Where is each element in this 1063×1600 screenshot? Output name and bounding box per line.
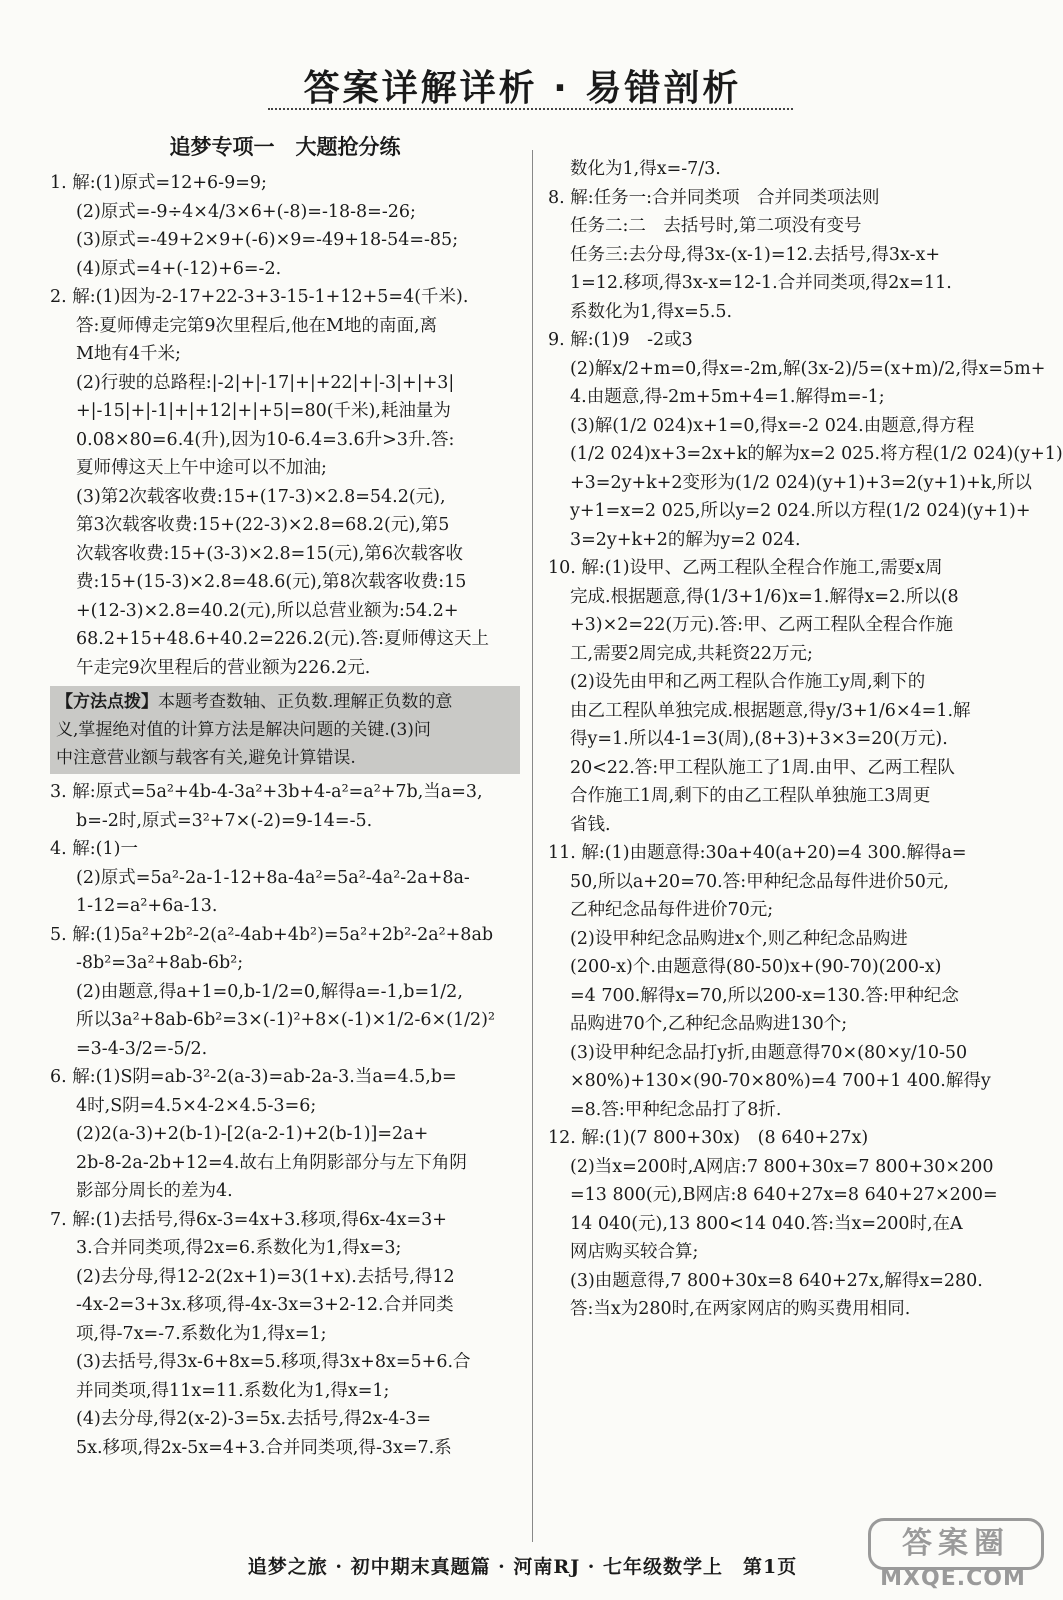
answer-line: (1/2 024)x+3=2x+k的解为x=2 025.将方程(1/2 024)(y+1) — [570, 444, 1063, 464]
answer-line: 20<22.答:甲工程队施工了1周.由甲、乙两工程队 — [570, 757, 955, 778]
answer-line: 影部分周长的差为4. — [76, 1181, 233, 1201]
answer-line: 所以3a²+8ab-6b²=3×(-1)²+8×(-1)×1/2-6×(1/2)² — [76, 1010, 495, 1030]
answer-line: +3=2y+k+2变形为(1/2 024)(y+1)+3=2(y+1)+k,所以 — [570, 472, 1032, 493]
answer-line: (2)2(a-3)+2(b-1)-[2(a-2-1)+2(b-1)]=2a+ — [76, 1124, 429, 1144]
answer-line: 次载客收费:15+(3-3)×2.8=15(元),第6次载客收 — [76, 543, 463, 564]
title-dotted-rule — [268, 108, 793, 110]
answer-line: 品购进70个,乙种纪念品购进130个; — [570, 1014, 848, 1034]
answer-line: 网店购买较合算; — [570, 1242, 699, 1262]
section-title: 追梦专项一 大题抢分练 — [169, 135, 401, 159]
answer-line: 4. 解:(1)一 — [50, 839, 138, 859]
answer-line: b=-2时,原式=3²+7×(-2)=9-14=-5. — [76, 810, 373, 831]
answer-line: 得y=1.所以4-1=3(周),(8+3)+3×3=20(万元). — [570, 729, 948, 749]
answer-line: 费:15+(15-3)×2.8=48.6(元),第8次载客收费:15 — [76, 572, 467, 592]
answer-line: 11. 解:(1)由题意得:30a+40(a+20)=4 300.解得a= — [548, 843, 967, 863]
answer-line: 答:夏师傅走完第9次里程后,他在M地的南面,离 — [76, 315, 438, 336]
answer-line: 8. 解:任务一:合并同类项 合并同类项法则 — [548, 187, 880, 208]
answer-line: (2)去分母,得12-2(2x+1)=3(1+x).去括号,得12 — [76, 1266, 455, 1287]
answer-line: 6. 解:(1)S阴=ab-3²-2(a-3)=ab-2a-3.当a=4.5,b= — [50, 1067, 457, 1087]
tip-line: 本题考查数轴、正负数.理解正负数的意 — [158, 692, 453, 712]
answer-line: 3.合并同类项,得2x=6.系数化为1,得x=3; — [76, 1238, 402, 1258]
answer-line: (4)去分母,得2(x-2)-3=5x.去括号,得2x-4-3= — [76, 1409, 432, 1429]
answer-line: 50,所以a+20=70.答:甲种纪念品每件进价50元, — [570, 871, 949, 892]
answer-line: 完成.根据题意,得(1/3+1/6)x=1.解得x=2.所以(8 — [570, 586, 959, 607]
answer-line: 3. 解:原式=5a²+4b-4-3a²+3b+4-a²=a²+7b,当a=3, — [50, 782, 483, 802]
answer-line: (2)原式=5a²-2a-1-12+8a-4a²=5a²-4a²-2a+8a- — [76, 867, 470, 888]
tip-line: 中注意营业额与载客有关,避免计算错误. — [56, 748, 356, 768]
answer-line: 4.由题意,得-2m+5m+4=1.解得m=-1; — [570, 387, 885, 407]
answer-line: 午走完9次里程后的营业额为226.2元. — [76, 657, 371, 678]
answer-line: 1-12=a²+6a-13. — [76, 896, 218, 916]
answer-line: (2)原式=-9÷4×4/3×6+(-8)=-18-8=-26; — [76, 201, 416, 222]
answer-line: 2b-8-2a-2b+12=4.故右上角阴影部分与左下角阴 — [76, 1152, 467, 1173]
answer-line: 3=2y+k+2的解为y=2 024. — [570, 529, 801, 550]
tip-line: 义,掌握绝对值的计算方法是解决问题的关键.(3)问 — [56, 720, 431, 740]
tip-label: 【方法点拨】 — [56, 692, 158, 712]
answer-line: (3)去括号,得3x-6+8x=5.移项,得3x+8x=5+6.合 — [76, 1352, 471, 1372]
answer-line: 并同类项,得11x=11.系数化为1,得x=1; — [76, 1380, 390, 1401]
answer-line: 10. 解:(1)设甲、乙两工程队全程合作施工,需要x周 — [548, 558, 943, 578]
answer-line: 工,需要2周完成,共耗资22万元; — [570, 643, 813, 664]
answer-line: 数化为1,得x=-7/3. — [570, 159, 721, 179]
answer-line: 第3次载客收费:15+(22-3)×2.8=68.2(元),第5 — [76, 515, 450, 535]
answer-line: 乙种纪念品每件进价70元; — [570, 900, 774, 920]
answer-line: (4)原式=4+(-12)+6=-2. — [76, 258, 282, 279]
answer-line: 0.08×80=6.4(升),因为10-6.4=3.6升>3升.答: — [76, 429, 455, 450]
answer-line: (2)设甲种纪念品购进x个,则乙种纪念品购进 — [570, 928, 908, 949]
answer-line: 2. 解:(1)因为-2-17+22-3+3-15-1+12+5=4(千米). — [50, 287, 469, 307]
answer-line: 9. 解:(1)9 -2或3 — [548, 330, 693, 350]
answer-line: (2)当x=200时,A网店:7 800+30x=7 800+30×200 — [570, 1156, 994, 1177]
left-column — [50, 125, 520, 1462]
answer-line: (200-x)个.由题意得(80-50)x+(90-70)(200-x) — [570, 957, 942, 977]
answer-line: (3)原式=-49+2×9+(-6)×9=-49+18-54=-85; — [76, 230, 459, 250]
answer-line: (2)解x/2+m=0,得x=-2m,解(3x-2)/5=(x+m)/2,得x=5m+ — [570, 358, 1046, 379]
answer-line: (3)设甲种纪念品打y折,由题意得70×(80×y/10-50 — [570, 1042, 968, 1063]
answer-line: (2)设先由甲和乙两工程队合作施工y周,剩下的 — [570, 672, 926, 692]
answer-line: 合作施工1周,剩下的由乙工程队单独施工3周更 — [570, 786, 931, 806]
watermark-url: MXQE.COM — [880, 1566, 1026, 1591]
answer-line: -4x-2=3+3x.移项,得-4x-3x=3+2-12.合并同类 — [76, 1295, 454, 1315]
answer-line: (3)第2次载客收费:15+(17-3)×2.8=54.2(元), — [76, 486, 446, 507]
watermark-logo: 答案圈 — [868, 1518, 1044, 1570]
column-divider — [532, 150, 533, 1542]
answer-line: 由乙工程队单独完成.根据题意,得y/3+1/6×4=1.解 — [570, 700, 971, 721]
page-footer: 追梦之旅 · 初中期末真题篇 · 河南RJ · 七年级数学上 第1页 — [247, 1556, 798, 1578]
answer-line: +3)×2=22(万元).答:甲、乙两工程队全程合作施 — [570, 615, 953, 635]
answer-line: 项,得-7x=-7.系数化为1,得x=1; — [76, 1323, 327, 1344]
answer-line: M地有4千米; — [76, 344, 181, 364]
answer-line: 4时,S阴=4.5×4-2×4.5-3=6; — [76, 1095, 317, 1116]
answer-line: =4 700.解得x=70,所以200-x=130.答:甲种纪念 — [570, 985, 959, 1006]
answer-line: +|-15|+|-1|+|+12|+|+5|=80(千米),耗油量为 — [76, 401, 451, 421]
right-column — [548, 155, 1063, 1324]
answer-line: 5x.移项,得2x-5x=4+3.合并同类项,得-3x=7.系 — [76, 1437, 452, 1458]
answer-line: 系数化为1,得x=5.5. — [570, 301, 733, 322]
page-title: 答案详解详析 · 易错剖析 — [303, 68, 742, 109]
answer-line: 1=12.移项,得3x-x=12-1.合并同类项,得2x=11. — [570, 273, 952, 293]
answer-line: -8b²=3a²+8ab-6b²; — [76, 953, 244, 973]
answer-line: (3)解(1/2 024)x+1=0,得x=-2 024.由题意,得方程 — [570, 415, 975, 436]
answer-line: +(12-3)×2.8=40.2(元),所以总营业额为:54.2+ — [76, 600, 459, 621]
answer-line: 5. 解:(1)5a²+2b²-2(a²-4ab+4b²)=5a²+2b²-2a²+8ab — [50, 924, 494, 945]
answer-line: 答:当x为280时,在两家网店的购买费用相同. — [570, 1299, 911, 1319]
answer-line: 任务二:二 去括号时,第二项没有变号 — [570, 216, 862, 236]
answer-line: =13 800(元),B网店:8 640+27x=8 640+27×200= — [570, 1185, 998, 1205]
answer-line: 68.2+15+48.6+40.2=226.2(元).答:夏师傅这天上 — [76, 629, 490, 649]
answer-line: y+1=x=2 025,所以y=2 024.所以方程(1/2 024)(y+1)+ — [570, 501, 1031, 521]
method-tip-box — [50, 686, 520, 774]
answer-line: =3-4-3/2=-5/2. — [76, 1038, 208, 1059]
answer-line: 14 040(元),13 800<14 040.答:当x=200时,在A — [570, 1213, 963, 1234]
answer-line: ×80%)+130×(90-70×80%)=4 700+1 400.解得y — [570, 1071, 991, 1091]
answer-line: (2)行驶的总路程:|-2|+|-17|+|+22|+|-3|+|+3| — [76, 372, 455, 393]
answer-line: (2)由题意,得a+1=0,b-1/2=0,解得a=-1,b=1/2, — [76, 981, 463, 1002]
answer-line: 12. 解:(1)(7 800+30x) (8 640+27x) — [548, 1128, 869, 1148]
answer-line: =8.答:甲种纪念品打了8折. — [570, 1099, 782, 1120]
watermark — [868, 1518, 1040, 1590]
answer-line: 夏师傅这天上午中途可以不加油; — [76, 458, 327, 478]
answer-line: 省钱. — [570, 814, 611, 835]
answer-line: 任务三:去分母,得3x-(x-1)=12.去括号,得3x-x+ — [570, 244, 941, 265]
answer-line: 7. 解:(1)去括号,得6x-3=4x+3.移项,得6x-4x=3+ — [50, 1209, 447, 1230]
answer-line: 1. 解:(1)原式=12+6-9=9; — [50, 173, 267, 193]
answer-line: (3)由题意得,7 800+30x=8 640+27x,解得x=280. — [570, 1270, 983, 1291]
